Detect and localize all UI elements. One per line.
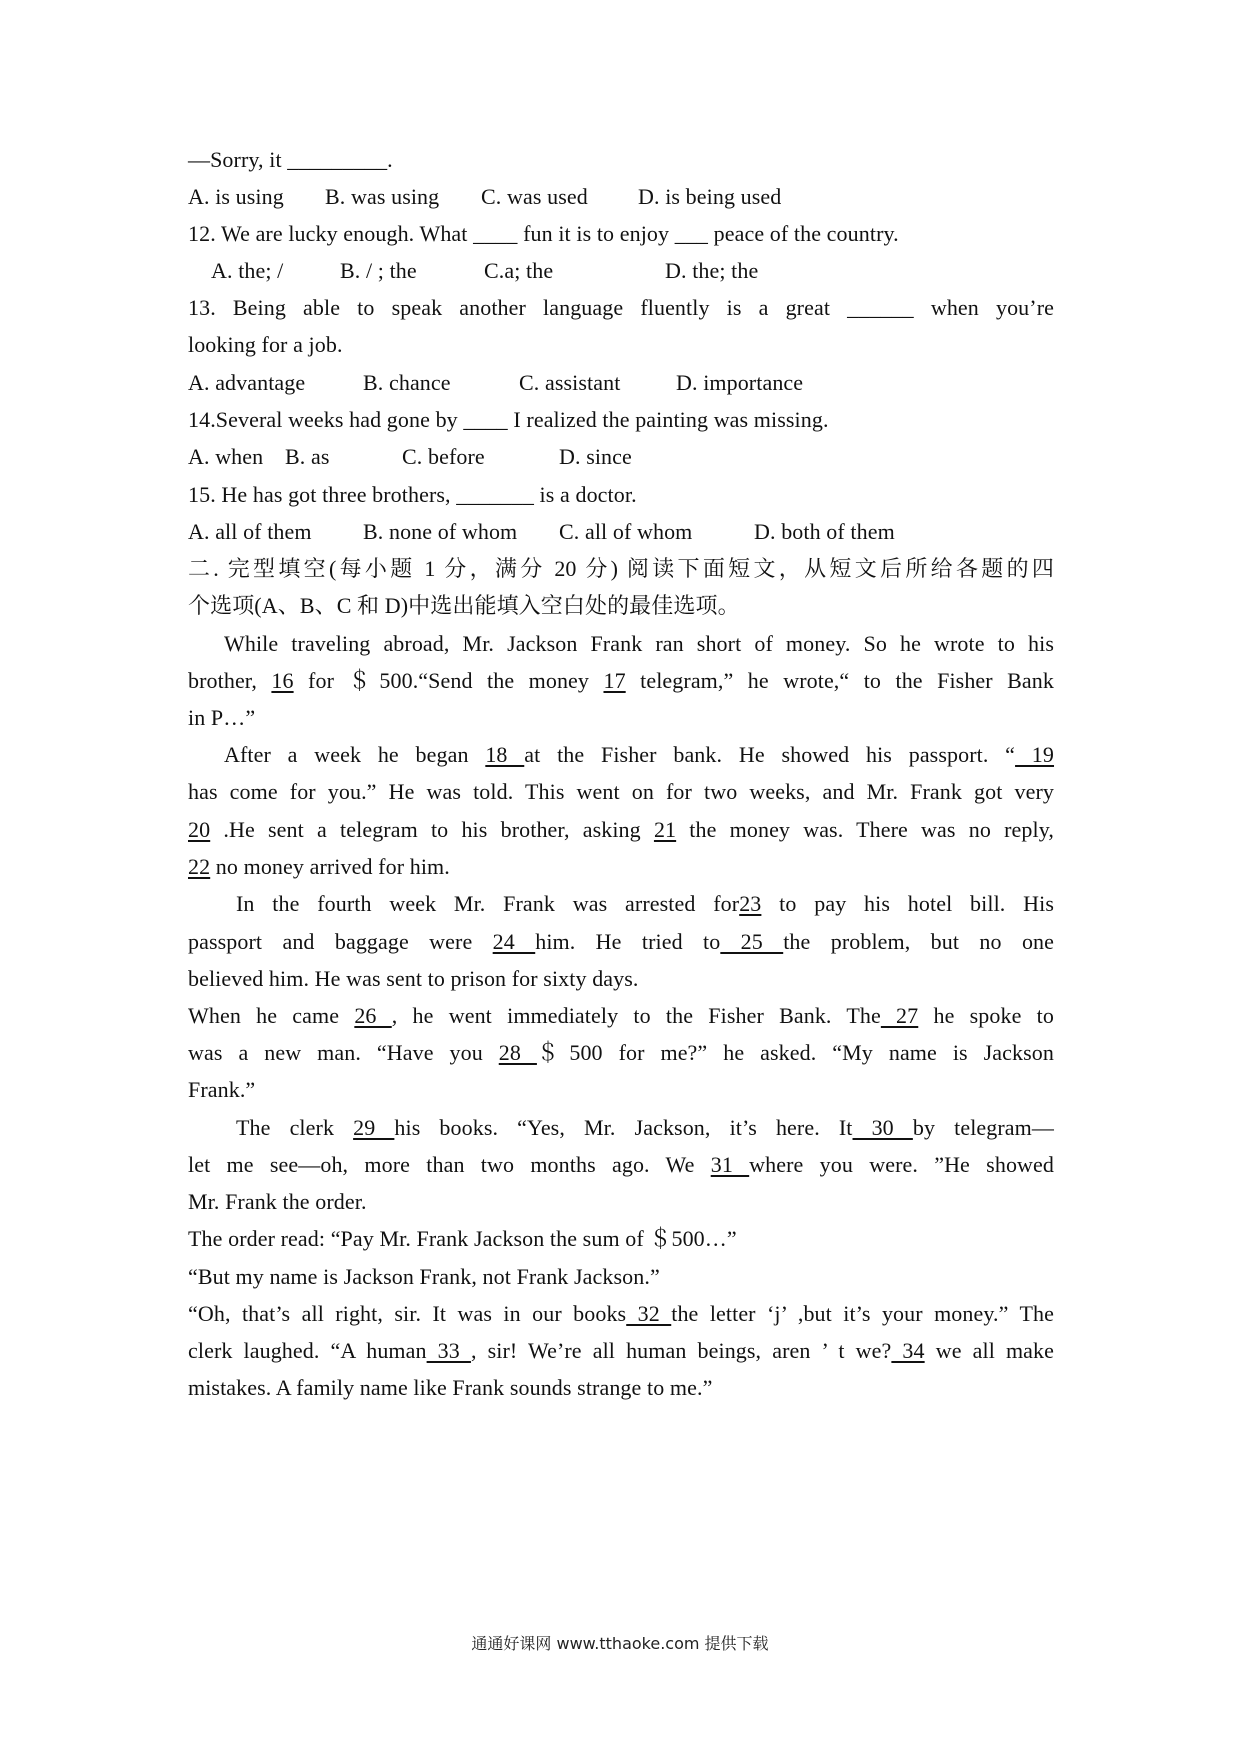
text-run: was a new man. “Have you xyxy=(188,1040,499,1065)
text-run: his books. “Yes, Mr. Jackson, it’s here. It xyxy=(394,1115,853,1140)
text-run: telegram,” he wrote,“ to the Fisher Bank xyxy=(625,668,1054,693)
passage-line: Mr. Frank the order. xyxy=(188,1189,367,1214)
blank-24: 24 xyxy=(492,929,536,954)
blank-19: 19 xyxy=(1015,742,1055,767)
passage-line: mistakes. A family name like Frank sounds strange to me.” xyxy=(188,1375,713,1400)
option-d: D. both of them xyxy=(754,519,895,544)
passage-line: Frank.” xyxy=(188,1077,256,1102)
option-c: C.a; the xyxy=(484,258,554,283)
option-d: D. is being used xyxy=(638,184,782,209)
blank-33: 33 xyxy=(426,1338,471,1363)
option-b: B. none of whom xyxy=(363,519,518,544)
passage-line xyxy=(188,1337,1054,1365)
blank-34: 34 xyxy=(891,1338,925,1363)
text-run: “Oh, that’s all right, sir. It was in our books xyxy=(188,1301,627,1326)
blank-23: 23 xyxy=(739,891,762,916)
question-13-stem-line2: looking for a job. xyxy=(188,332,343,357)
option-b: B. was using xyxy=(325,184,440,209)
text-run: let me see—oh, more than two months ago. We xyxy=(188,1152,711,1177)
question-11-stem: —Sorry, it _________. xyxy=(188,147,393,172)
passage-line xyxy=(188,816,1054,844)
text-run: by telegram— xyxy=(912,1115,1054,1140)
blank-21: 21 xyxy=(653,817,677,842)
passage-line: believed him. He was sent to prison for sixty days. xyxy=(188,966,639,991)
passage-line xyxy=(188,1039,1054,1067)
option-c: C. was used xyxy=(481,184,588,209)
text-run: at the Fisher bank. He showed his passport. “ xyxy=(524,742,1016,767)
blank-31: 31 xyxy=(710,1152,750,1177)
option-a: A. advantage xyxy=(188,370,306,395)
blank-29: 29 xyxy=(353,1115,395,1140)
passage-line: “But my name is Jackson Frank, not Frank Jackson.” xyxy=(188,1264,660,1289)
text-run: brother, xyxy=(188,668,272,693)
text-run: , he went immediately to the Fisher Bank. The xyxy=(391,1003,881,1028)
text-run: where you were. ”He showed xyxy=(749,1152,1054,1177)
option-d: D. since xyxy=(559,444,632,469)
blank-27: 27 xyxy=(880,1003,919,1028)
passage-line xyxy=(188,1002,1054,1030)
passage-line xyxy=(188,741,1054,769)
passage-line xyxy=(188,1300,1054,1328)
blank-22: 22 xyxy=(188,854,211,879)
blank-32: 32 xyxy=(626,1301,672,1326)
question-14-stem: 14.Several weeks had gone by ____ I realized the painting was missing. xyxy=(188,407,829,432)
text-run: him. He tried to xyxy=(535,929,721,954)
text-run: to pay his hotel bill. His xyxy=(761,891,1055,916)
passage-line: has come for you.” He was told. This went on for two weeks, and Mr. Frank got very xyxy=(188,779,1054,804)
text-run: , sir! We’re all human beings, aren ’ t we? xyxy=(470,1338,892,1363)
passage-line: The order read: “Pay Mr. Frank Jackson the sum of ＄500…” xyxy=(188,1226,737,1251)
text-run: no money arrived for him. xyxy=(210,854,450,879)
text-run: The clerk xyxy=(236,1115,354,1140)
text-run: When he came xyxy=(188,1003,355,1028)
passage-line: in P…” xyxy=(188,705,256,730)
text-run: the money was. There was no reply, xyxy=(676,817,1054,842)
blank-26: 26 xyxy=(354,1003,392,1028)
option-a: A. the; / xyxy=(211,258,284,283)
question-13-stem-line1: 13. Being able to speak another language fluently is a great ______ when you’re xyxy=(188,295,1054,320)
text-run: clerk laughed. “A human xyxy=(188,1338,427,1363)
blank-30: 30 xyxy=(852,1115,913,1140)
passage-line xyxy=(188,667,1054,695)
text-run: .He sent a telegram to his brother, asking xyxy=(210,817,654,842)
blank-28: 28 xyxy=(498,1040,537,1065)
passage-line xyxy=(188,1151,1054,1179)
blank-25: 25 xyxy=(720,929,784,954)
passage-line: While traveling abroad, Mr. Jackson Frank ran short of money. So he wrote to his xyxy=(224,631,1054,656)
passage-line xyxy=(188,1114,1054,1142)
option-c: C. assistant xyxy=(519,370,621,395)
blank-18: 18 xyxy=(485,742,525,767)
blank-16: 16 xyxy=(271,668,294,693)
section-2-heading-line1: 二. 完型填空(每小题 1 分，满分 20 分) 阅读下面短文，从短文后所给各题的四 xyxy=(188,556,1054,581)
passage-line xyxy=(188,928,1054,956)
option-b: B. as xyxy=(285,444,330,469)
section-2-heading-line2: 个选项(A、B、C 和 D)中选出能填入空白处的最佳选项。 xyxy=(188,593,740,618)
text-run: ＄500 for me?” he asked. “My name is Jackson xyxy=(536,1040,1054,1065)
text-run: passport and baggage were xyxy=(188,929,493,954)
text-run: the letter ‘j’ ,but it’s your money.” The xyxy=(671,1301,1055,1326)
option-a: A. all of them xyxy=(188,519,312,544)
page-footer: 通通好课网 www.tthaoke.com 提供下载 xyxy=(471,1634,769,1653)
passage-line xyxy=(188,853,1054,881)
question-15-stem: 15. He has got three brothers, _______ is a doctor. xyxy=(188,482,637,507)
passage-line xyxy=(188,890,1054,918)
text-run: for ＄500.“Send the money xyxy=(293,668,604,693)
option-d: D. importance xyxy=(676,370,804,395)
option-b: B. / ; the xyxy=(340,258,417,283)
blank-20: 20 xyxy=(188,817,211,842)
question-12-stem: 12. We are lucky enough. What ____ fun it is to enjoy ___ peace of the country. xyxy=(188,221,899,246)
option-a: A. when xyxy=(188,444,264,469)
option-d: D. the; the xyxy=(665,258,759,283)
text-run: he spoke to xyxy=(918,1003,1054,1028)
text-run: the problem, but no one xyxy=(783,929,1055,954)
option-c: C. all of whom xyxy=(559,519,693,544)
option-a: A. is using xyxy=(188,184,284,209)
text-run: we all make xyxy=(924,1338,1055,1363)
option-c: C. before xyxy=(402,444,485,469)
text-run: In the fourth week Mr. Frank was arrested for xyxy=(236,891,740,916)
text-run: After a week he began xyxy=(224,742,486,767)
option-b: B. chance xyxy=(363,370,451,395)
blank-17: 17 xyxy=(603,668,626,693)
